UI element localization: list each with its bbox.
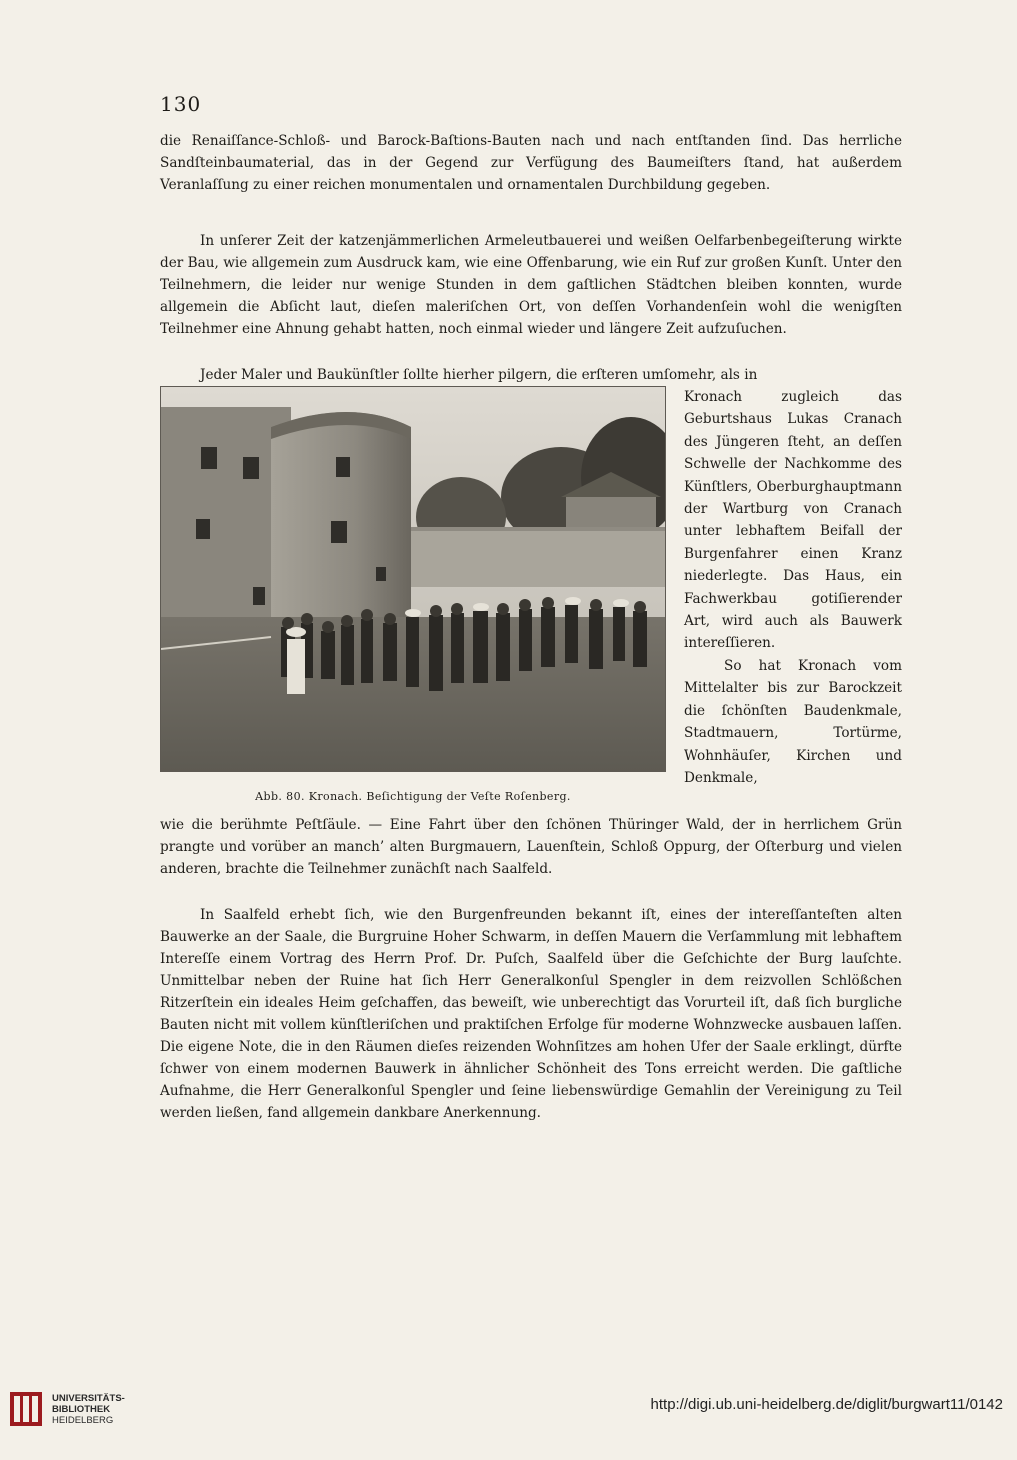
library-name-line-1: UNIVERSITÄTS-	[52, 1392, 125, 1404]
page-number: 130	[160, 92, 202, 116]
side-column	[684, 386, 902, 789]
source-url-link[interactable]: http://digi.ub.uni-heidelberg.de/diglit/burgwart11/0142	[650, 1396, 1003, 1413]
figure-photo	[160, 386, 666, 772]
library-logo[interactable]	[8, 1388, 125, 1430]
library-crest-icon	[8, 1388, 44, 1430]
paragraph-2-text: In unſerer Zeit der katzenjämmerlichen Armeleutbauerei und weißen Oelfarbenbegeiſterung wirkte der Bau, wie allgemein zum Ausdruck kam, wie eine Offenbarung, wie ein Ruf zur großen Kunſt. Unter den Teilnehmern, die leider nur wenige Stunden in dem gaſtlichen Städtchen bleiben konnten, wurde allgemein die Abſicht laut, dieſen maleriſchen Ort, von deſſen Vorhandenſein wohl die wenigſten Teilnehmer eine Ahnung gehabt hatten, noch einmal wieder und längere Zeit aufzuſuchen.	[160, 233, 902, 337]
library-name-line-3: HEIDELBERG	[52, 1414, 114, 1426]
side-text-2: So hat Kronach vom Mittelalter bis zur Barockzeit die ſchönſten Baudenkmale, Stadtmauern, Tortürme, Wohnhäuſer, Kirchen und Denkmale,	[684, 657, 902, 786]
paragraph-5	[160, 904, 902, 1124]
paragraph-4	[160, 814, 902, 880]
paragraph-2	[160, 230, 902, 340]
side-text-1: Kronach zugleich das Geburtshaus Lukas Cranach des Jüngeren ſteht, an deſſen Schwelle der Nachkomme des Künſtlers, Oberburghauptmann der Wartburg von Cranach unter lebhaftem Beifall der Burgenfahrer einen Kranz niederlegte. Das Haus, ein Fachwerkbau gotiſierender Art, wird auch als Bauwerk intereſſieren.	[684, 389, 902, 652]
paragraph-3-first-line: Jeder Maler und Baukünſtler ſollte hierher pilgern, die erſteren umſomehr, als in	[200, 367, 758, 383]
paragraph-4-text: wie die berühmte Peſtſäule. — Eine Fahrt über den ſchönen Thüringer Wald, der in herrlichem Grün prangte und vorüber an manch’ alten Burgmauern, Lauenſtein, Schloß Oppurg, der Oſterburg und vielen anderen, brachte die Teilnehmer zunächſt nach Saalfeld.	[160, 817, 902, 877]
paragraph-1	[160, 130, 902, 196]
paragraph-3	[160, 364, 902, 386]
paragraph-5-text: In Saalfeld erhebt ſich, wie den Burgenfreunden bekannt iſt, eines der intereſſanteſten alten Bauwerke an der Saale, die Burgruine Hoher Schwarm, in deſſen Mauern die Verſammlung mit lebhaftem Intereſſe einem Vortrag des Herrn Prof. Dr. Puſch, Saalfeld über die Geſchichte der Burg lauſchte. Unmittelbar neben der Ruine hat ſich Herr Generalkonſul Spengler in dem reizvollen Schlößchen Ritzerſtein ein ideales Heim geſchaffen, das beweiſt, wie unberechtigt das Vorurteil iſt, daß ſich burgliche Bauten nicht mit vollem künſtleriſchen und praktiſchen Erfolge für moderne Wohnzwecke ausbauen laſſen. Die eigene Note, die in den Räumen dieſes reizenden Wohnſitzes am hohen Ufer der Saale erklingt, dürfte ſchwer von einem modernen Bauwerk in ähnlicher Schönheit des Tons erreicht werden. Die gaſtliche Aufnahme, die Herr Generalkonſul Spengler und ſeine liebenswürdige Gemahlin der Vereinigung zu Teil werden ließen, fand allgemein dankbare Anerkennung.	[160, 907, 902, 1121]
figure-caption: Abb. 80. Kronach. Beſichtigung der Veſte Roſenberg.	[255, 790, 571, 803]
library-name	[52, 1393, 125, 1426]
library-name-line-2: BIBLIOTHEK	[52, 1403, 111, 1415]
paragraph-1-text: die Renaiſſance-Schloß- und Barock-Baſtions-Bauten nach und nach entſtanden ſind. Das herrliche Sandſteinbaumaterial, das in der Gegend zur Verfügung des Baumeiſters ſtand, hat außerdem Veranlaſſung zu einer reichen monumentalen und ornamentalen Durchbildung gegeben.	[160, 133, 902, 193]
photo-illustration	[161, 387, 666, 772]
